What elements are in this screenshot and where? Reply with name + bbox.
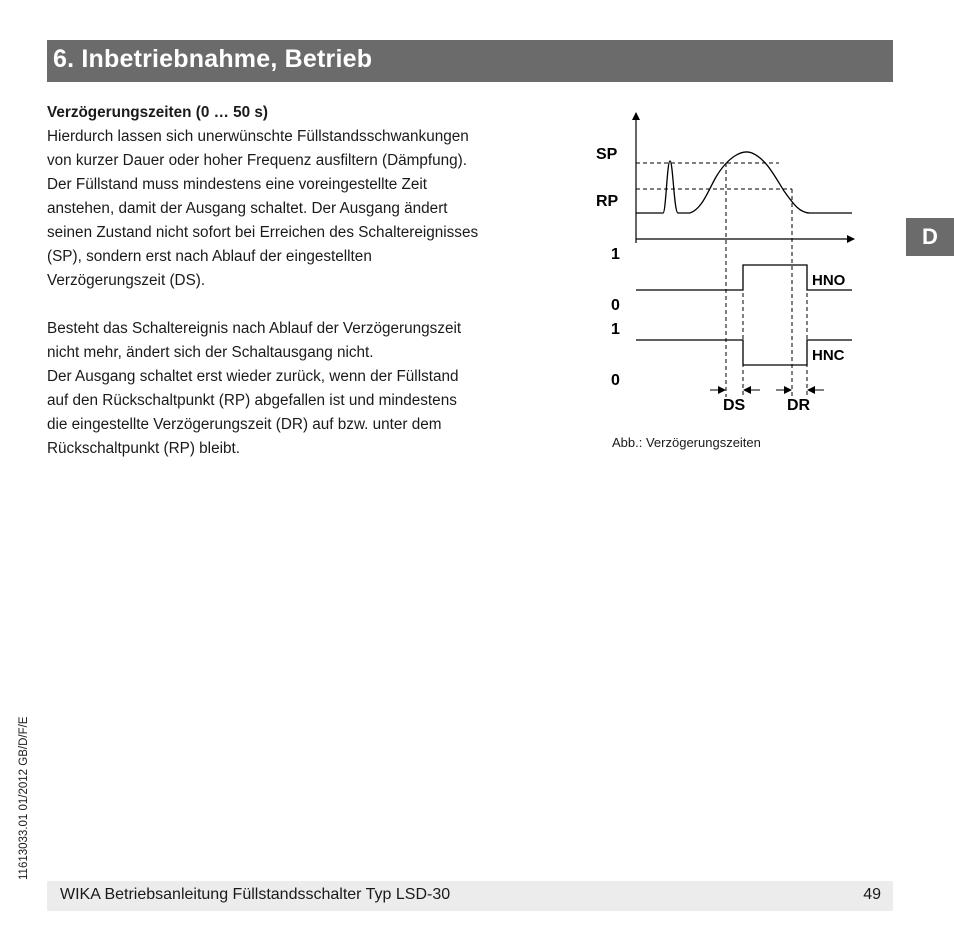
text-line: Rückschaltpunkt (RP) bleibt. bbox=[47, 440, 240, 457]
sp-label: SP bbox=[596, 146, 618, 163]
rp-label: RP bbox=[596, 193, 619, 210]
text-line: (SP), sondern erst nach Ablauf der eingestellten bbox=[47, 248, 372, 265]
text-line: anstehen, damit der Ausgang schaltet. Der Ausgang ändert bbox=[47, 200, 448, 217]
hnc-label: HNC bbox=[812, 347, 845, 364]
ds-label: DS bbox=[723, 397, 746, 414]
text-line: nicht mehr, ändert sich der Schaltausgang nicht. bbox=[47, 344, 374, 361]
text-line: seinen Zustand nicht sofort bei Erreichen des Schaltereignisses bbox=[47, 224, 479, 241]
text-line: auf den Rückschaltpunkt (RP) abgefallen ist und mindestens bbox=[47, 392, 457, 409]
section-title: 6. Inbetriebnahme, Betrieb bbox=[53, 45, 373, 73]
section-header bbox=[47, 40, 893, 82]
hno-label: HNO bbox=[812, 272, 846, 289]
footer-title: WIKA Betriebsanleitung Füllstandsschalter Typ LSD-30 bbox=[60, 886, 451, 903]
body-text bbox=[47, 101, 577, 461]
text-line: Der Füllstand muss mindestens eine voreingestellte Zeit bbox=[47, 176, 428, 193]
hno-high-label: 1 bbox=[611, 246, 620, 263]
document-code: 11613033.01 01/2012 GB/D/F/E bbox=[18, 716, 30, 880]
text-line: Hierdurch lassen sich unerwünschte Füllstandsschwankungen bbox=[47, 128, 469, 145]
language-tab: D bbox=[906, 218, 954, 256]
delay-timing-diagram bbox=[580, 105, 865, 420]
text-line: Der Ausgang schaltet erst wieder zurück, wenn der Füllstand bbox=[47, 368, 459, 385]
text-line: Besteht das Schaltereignis nach Ablauf der Verzögerungszeit bbox=[47, 320, 462, 337]
page-number: 49 bbox=[863, 886, 881, 903]
text-line: Verzögerungszeit (DS). bbox=[47, 272, 206, 289]
subsection-title: Verzögerungszeiten (0 … 50 s) bbox=[47, 104, 269, 121]
level-curve bbox=[636, 152, 852, 213]
dr-label: DR bbox=[787, 397, 811, 414]
hnc-high-label: 1 bbox=[611, 321, 620, 338]
text-line: die eingestellte Verzögerungszeit (DR) auf bzw. unter dem bbox=[47, 416, 442, 433]
text-line: von kurzer Dauer oder hoher Frequenz ausfiltern (Dämpfung). bbox=[47, 152, 468, 169]
figure-caption: Abb.: Verzögerungszeiten bbox=[612, 435, 761, 450]
hno-low-label: 0 bbox=[611, 297, 620, 314]
hnc-low-label: 0 bbox=[611, 372, 620, 389]
page-footer bbox=[47, 881, 893, 911]
